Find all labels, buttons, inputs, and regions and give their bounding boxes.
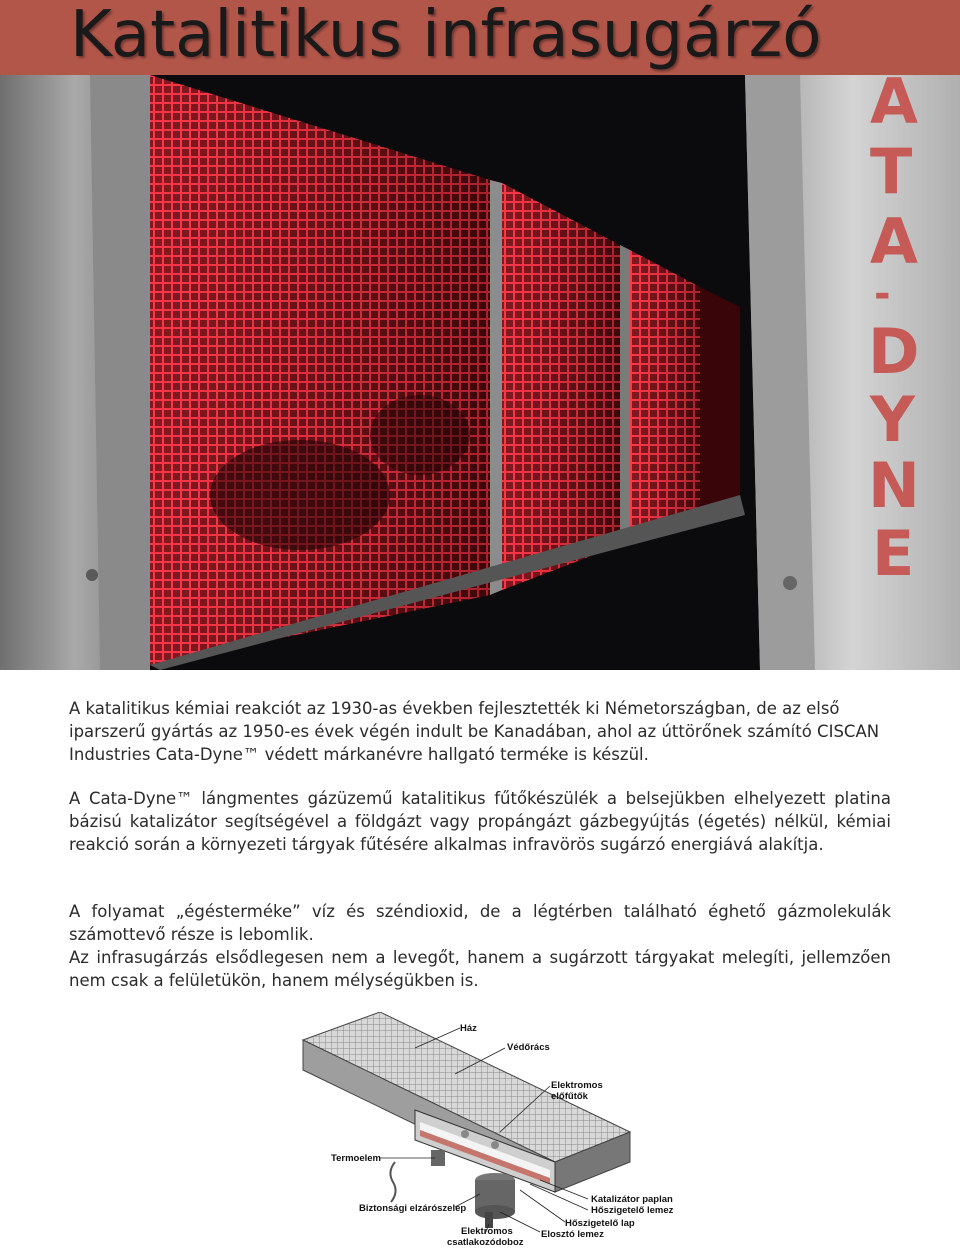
description-paragraph: A Cata-Dyne™ lángmentes gázüzemű katalitikus fűtőkészülék a belsejükben elhelyezett platina bázisú katalizátor segítségével a földgázt vagy propángázt gázbegyújtás (égetés) nélkül, kémiai reakció során a környezeti tárgyak fűtésére alkalmas infravörös sugárzó energiává alakítja. <box>69 789 891 854</box>
heater-photo-illustration <box>0 75 960 670</box>
combustion-paragraph: A folyamat „égésterméke” víz és széndioxid, de a légtérben található éghető gázmolekulák számottevő része is lebomlik. <box>69 902 891 944</box>
label-eloszto-lemez: Elosztó lemez <box>541 1229 604 1240</box>
svg-text:A: A <box>870 205 918 278</box>
intro-paragraph: A katalitikus kémiai reakciót az 1930-as években fejlesztették ki Németországban, de az első iparszerű gyártás az 1950-es évek végén indult be Kanadában, ahol az úttörőnek számító CISCAN Industries Cata-Dyne™ védett márkanévre hallgató terméke is készül. <box>69 699 880 764</box>
svg-text:N: N <box>868 449 920 522</box>
svg-text:Y: Y <box>870 383 915 456</box>
label-hoszigetelo-lemez: Hőszigetelő lemez <box>591 1205 674 1216</box>
label-termoelem: Termoelem <box>331 1153 381 1164</box>
label-elektromos-csatlakozo-1: Elektromos <box>461 1226 513 1237</box>
svg-text:E: E <box>872 517 915 590</box>
svg-text:-: - <box>874 271 891 317</box>
process-paragraphs <box>69 900 891 992</box>
label-hoszigetelo-lap: Hőszigetelő lap <box>565 1218 635 1229</box>
heater-photo <box>0 75 960 670</box>
label-katalizator-paplan: Katalizátor paplan <box>591 1194 673 1205</box>
label-elektromos-elofutok-1: Elektromos <box>551 1080 603 1091</box>
label-vedoracs: Védőrács <box>507 1042 550 1053</box>
label-biztonsagi-elzaroszelep: Biztonsági elzárószelep <box>359 1203 467 1214</box>
heater-cutaway-diagram <box>295 1012 675 1248</box>
radiation-paragraph: Az infrasugárzás elsődlegesen nem a levegőt, hanem a sugárzott tárgyakat melegíti, jellemzően nem csak a felületükön, hanem mélységükben is. <box>69 948 891 990</box>
title-bar <box>0 0 960 75</box>
sign-lettering <box>868 75 920 590</box>
label-haz: Ház <box>460 1023 477 1034</box>
label-elektromos-elofutok-2: előfűtők <box>551 1091 588 1102</box>
svg-text:D: D <box>868 315 920 388</box>
page-title: Katalitikus infrasugárzó <box>70 0 822 72</box>
svg-text:T: T <box>870 135 913 208</box>
svg-text:A: A <box>870 75 918 138</box>
label-elektromos-csatlakozo-2: csatlakozódoboz <box>447 1237 524 1248</box>
